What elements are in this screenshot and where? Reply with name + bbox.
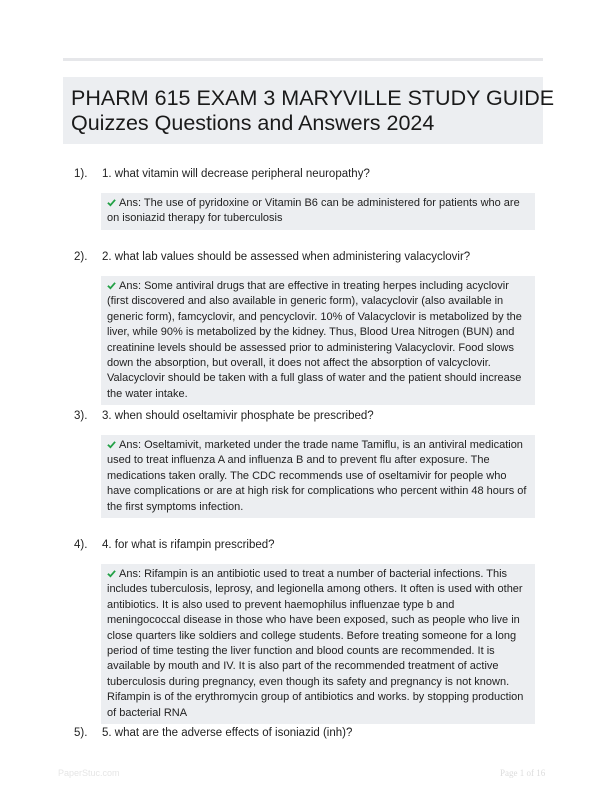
document-title-line-1: PHARM 615 EXAM 3 MARYVILLE STUDY GUIDE bbox=[71, 86, 555, 110]
answer-box bbox=[101, 276, 535, 405]
question-number: 5). bbox=[74, 727, 88, 739]
document-title-block bbox=[63, 77, 555, 144]
answer-text: Ans: Rifampin is an antibiotic used to treat a number of bacterial infections. This includes tuberculosis, leprosy, and legionella among others. It often is used with other antibiotics. It is also used to prevent haemophilus influenzae type b and meningococcal disease in those who have been exposed, such as people who live in close quarters like soldiers and college students. Before treating someone for a long period of time testing the liver function and blood counts are recommended. It is available by mouth and IV. It is also part of the recommended treatment of active tuberculosis during pregnancy, even though its safety and pregnancy is not known. Rifampin is of the erythromycin group of antibiotics and works. by stopping production of bacterial RNA bbox=[107, 568, 524, 719]
answer-text: Ans: The use of pyridoxine or Vitamin B6 can be administered for patients who are on isoniazid therapy for tuberculosis bbox=[107, 197, 520, 225]
question-text: 4. for what is rifampin prescribed? bbox=[102, 539, 275, 551]
question-number: 2). bbox=[74, 251, 88, 263]
checkmark-icon bbox=[107, 440, 116, 449]
question-text: 1. what vitamin will decrease peripheral neuropathy? bbox=[102, 168, 370, 180]
question-text: 3. when should oseltamivir phosphate be prescribed? bbox=[102, 410, 374, 422]
answer-text: Ans: Some antiviral drugs that are effective in treating herpes including acyclovir (first discovered and also available in generic form), valacyclovir (also available in generic form), famcyclovir, and pencyclovir. 10% of Valacyclovir is metabolized by the liver, while 90% is metabolized by the kidney. Thus, Blood Urea Nitrogen (BUN) and creatinine levels should be assessed prior to administering Valacyclovir. Food slows down the absorption, but overall, it does not affect the absorption of valcyclovir. Valacyclovir should be taken with a full glass of water and the patient should increase the water intake. bbox=[107, 280, 522, 400]
answer-text: Ans: Oseltamivit, marketed under the trade name Tamiflu, is an antiviral medication used to treat influenza A and influenza B and to prevent flu after exposure. The medications taken orally. The CDC recommends use of oseltamivir for people who have complications or are at high risk for complications who percent within 48 hours of the first symptoms infection. bbox=[107, 439, 527, 513]
checkmark-icon bbox=[107, 569, 116, 578]
answer-box bbox=[101, 564, 535, 724]
checkmark-icon bbox=[107, 198, 116, 207]
question-text: 5. what are the adverse effects of isoniazid (inh)? bbox=[102, 727, 353, 739]
question-number: 4). bbox=[74, 539, 88, 551]
top-divider bbox=[63, 58, 543, 61]
answer-box bbox=[101, 435, 535, 518]
question-number: 3). bbox=[74, 410, 88, 422]
document-title-line-2: Quizzes Questions and Answers 2024 bbox=[71, 111, 435, 135]
footer-watermark: PaperStuc.com bbox=[58, 768, 120, 778]
page-number: Page 1 of 16 bbox=[500, 768, 546, 778]
checkmark-icon bbox=[107, 281, 116, 290]
question-number: 1). bbox=[74, 168, 88, 180]
question-text: 2. what lab values should be assessed when administering valacyclovir? bbox=[102, 251, 471, 263]
answer-box bbox=[101, 193, 535, 230]
